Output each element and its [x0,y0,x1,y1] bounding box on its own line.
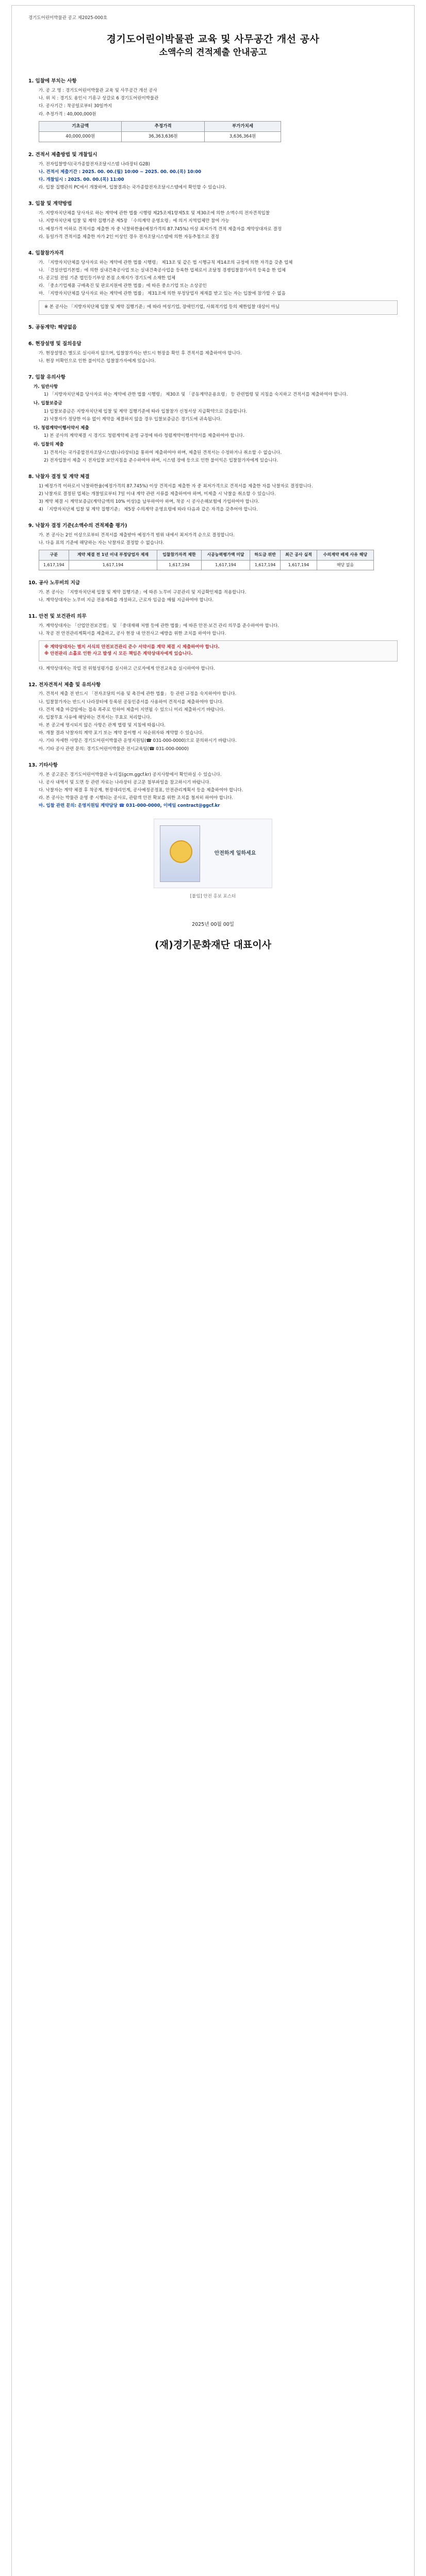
section-8 [28,473,398,513]
notice-number: 경기도어린이박물관 공고 제2025-000호 [28,15,108,21]
notice-date: 2025년 00월 00일 [192,921,234,927]
qualification-header: 시공능력평가액 미달 [201,550,250,560]
section-10 [28,580,398,604]
section-11-note-1: ※ 계약상대자는 별지 서식의 안전보건관리 준수 서약서를 계약 체결 시 제출하여야 합니다. [44,645,220,650]
section-6-a: 가. 현장설명은 별도로 실시하지 않으며, 입찰참가자는 반드시 현장을 확인 후 견적서를 제출하여야 합니다. [39,351,242,357]
notice-title: 소액수의 견적제출 안내공고 [159,47,267,58]
section-10-a: 가. 본 공사는 「지방자치단체 입찰 및 계약 집행기준」에 따른 노무비 구분관리 및 지급확인제를 적용합니다. [39,589,247,595]
section-1-d: 라. 추정가격 : 40,000,000원 [39,111,96,117]
qualification-cell: 1,617,194 [250,560,281,570]
section-4-c: 다. 공고일 전일 기준 법인등기부상 본점 소재지가 경기도에 소재한 업체 [39,275,176,281]
section-11-b: 나. 착공 전 안전관리계획서를 제출하고, 공사 현장 내 안전사고 예방을 위한 조치를 하여야 합니다. [39,631,226,637]
section-4-notice: ※ 본 공사는 「지방자치단체 입찰 및 계약 집행기준」에 따라 여성기업, 장애인기업, 사회적기업 등의 제한입찰 대상이 아님 [39,300,398,314]
section-1 [28,78,398,142]
section-1-b: 나. 위 치 : 경기도 용인시 기흥구 상갈로 6 경기도어린이박물관 [39,96,159,101]
price-table-header: 기초금액 [39,121,122,131]
section-9 [28,522,398,570]
section-11 [28,613,398,672]
poster-caption: [붙임] 안전 홍보 포스터 [190,894,236,900]
qualification-cell: 1,617,194 [39,560,69,570]
qualification-cell: 1,617,194 [157,560,202,570]
section-11-note-2: ※ 안전관리 소홀로 인한 사고 발생 시 모든 책임은 계약상대자에게 있습니다. [44,651,193,657]
section-12-d: 라. 입찰무효 사유에 해당하는 견적서는 무효로 처리합니다. [39,715,152,720]
section-3-d: 라. 동일가격 견적서를 제출한 자가 2인 이상인 경우 전자조달시스템에 의한 자동추첨으로 결정 [39,234,219,240]
section-12-b: 나. 입찰참가자는 반드시 나라장터에 등록된 공동인증서를 사용하여 견적서를 제출하여야 합니다. [39,699,224,705]
qualification-cell: 해당 없음 [317,560,373,570]
section-13-e: 마. 입찰 관련 문의: 운영지원팀 계약담당 ☎ 031-000-0000, 이메일 contract@ggcf.kr [39,803,220,809]
section-4 [28,250,398,315]
price-table-cell: 36,363,636원 [122,131,204,142]
section-2 [28,151,398,191]
section-7-d1: 1) 견적서는 국가종합전자조달시스템(나라장터)을 통하여 제출하여야 하며, 제출된 견적서는 수정하거나 취소할 수 없습니다. [44,450,282,455]
section-8-a: 1) 예정가격 이하로서 낙찰하한율(예정가격의 87.745%) 이상 견적서를 제출한 자 중 최저가격으로 견적서를 제출한 자를 낙찰자로 결정합니다. [39,483,313,489]
section-title: 5. 공동계약: 해당없음 [28,324,77,330]
section-13-a: 가. 본 공고문은 경기도어린이박물관 누리집(gcm.ggcf.kr) 공지사항에서 확인하실 수 있습니다. [39,772,222,777]
section-5 [28,324,398,332]
section-9-b: 나. 다음 표의 기준에 해당하는 자는 낙찰자로 결정할 수 없습니다. [39,540,165,546]
section-12-c: 다. 견적 제출 마감일에는 접속 폭주로 인하여 제출이 지연될 수 있으니 미리 제출하시기 바랍니다. [39,707,225,713]
notice-org-title: 경기도어린이박물관 교육 및 사무공간 개선 공사 [106,33,320,45]
section-7-a1: 1) 「지방자치단체를 당사자로 하는 계약에 관한 법률 시행령」 제30조 및 「공동계약운용요령」 등 관련법령 및 지침을 숙지하고 견적서를 제출하여야 합니다. [44,392,348,398]
section-12-f: 바. 개찰 결과 낙찰자의 계약 포기 또는 계약 불이행 시 차순위자와 계약할 수 있습니다. [39,731,204,736]
section-4-b: 나. 「건설산업기본법」에 의한 실내건축공사업 또는 실내건축공사업을 등록한 업체로서 조달청 경쟁입찰참가자격 등록을 한 업체 [39,267,286,273]
section-title: 11. 안전 및 보건관리 의무 [28,614,87,620]
price-table-header: 부가가치세 [204,121,281,131]
section-title: 9. 낙찰자 결정 기준(소액수의 견적제출 평가) [28,523,127,529]
section-6 [28,341,398,365]
section-2-a: 가. 전자입찰방식(국가종합전자조달시스템 나라장터 G2B) [39,161,150,167]
price-table-cell: 40,000,000원 [39,131,122,142]
section-7-sub-b: 나. 입찰보증금 [34,401,62,406]
section-11-notes [39,640,398,661]
section-13-c: 다. 낙찰자는 계약 체결 후 착공계, 현장대리인계, 공사예정공정표, 안전관리계획서 등을 제출하여야 합니다. [39,787,243,793]
section-12-h: 아. 기타 공사 관련 문의: 경기도어린이박물관 전시교육팀(☎ 031-000-0000) [39,746,189,752]
section-1-a: 가. 공 고 명 : 경기도어린이박물관 교육 및 사무공간 개선 공사 [39,88,157,94]
qualification-cell: 1,617,194 [280,560,317,570]
section-8-c: 3) 계약 체결 시 계약보증금(계약금액의 10% 이상)을 납부하여야 하며, 착공 시 공사손해보험에 가입하여야 합니다. [39,499,259,504]
section-6-b: 나. 현장 미확인으로 인한 불이익은 입찰참가자에게 있습니다. [39,359,156,364]
section-13-b: 나. 공사 내역서 및 도면 등 관련 자료는 나라장터 공고문 첨부파일을 참고하시기 바랍니다. [39,779,211,785]
section-7-b2: 2) 낙찰자가 정당한 이유 없이 계약을 체결하지 않을 경우 입찰보증금은 경기도에 귀속됩니다. [44,416,222,422]
section-2-c: 다. 개찰일시 : 2025. 00. 00.(목) 11:00 [39,177,124,183]
section-7-sub-a: 가. 일반사항 [34,384,58,390]
qualification-header: 입찰참가자격 제한 [157,550,202,560]
section-8-b: 2) 낙찰자로 결정된 업체는 개찰일로부터 7일 이내 계약 관련 서류를 제출하여야 하며, 미제출 시 낙찰을 취소할 수 있습니다. [39,491,276,497]
section-12-g: 사. 기타 자세한 사항은 경기도어린이박물관 운영지원팀(☎ 031-000-0000)으로 문의하시기 바랍니다. [39,738,237,744]
section-7-sub-d: 라. 입찰의 제출 [34,442,64,448]
section-7-c1: 1) 본 공사의 계약체결 시 경기도 청렴계약제 운영 규정에 따라 청렴계약이행서약서를 제출하여야 합니다. [44,433,244,439]
section-7-b1: 1) 입찰보증금은 지방자치단체 입찰 및 계약 집행기준에 따라 입찰참가 신청서상 지급확약으로 갈음합니다. [44,409,248,414]
section-title: 6. 현장설명 및 질의응답 [28,341,81,347]
qualification-cell: 1,617,194 [201,560,250,570]
qualification-header: 하도급 위반 [250,550,281,560]
section-4-d: 라. 「중소기업제품 구매촉진 및 판로지원에 관한 법률」에 따른 중소기업 또는 소상공인 [39,283,207,289]
section-title: 3. 입찰 및 계약방법 [28,201,72,207]
qualification-header: 계약 체결 전 1년 이내 부정당업자 제재 [69,550,157,560]
price-table-cell: 3,636,364원 [204,131,281,142]
section-1-c: 다. 공사기간 : 착공일로부터 30일까지 [39,104,112,109]
section-title: 7. 입찰 유의사항 [28,375,65,381]
price-table [39,121,281,142]
section-title: 10. 공사 노무비의 지급 [28,580,80,586]
section-title: 12. 전자견적서 제출 및 유의사항 [28,682,101,688]
section-3-a: 가. 지방자치단체를 당사자로 하는 계약에 관한 법률 시행령 제25조제1항제5호 및 제30조에 의한 소액수의 전자견적입찰 [39,211,270,216]
section-11-a: 가. 계약상대자는 「산업안전보건법」 및 「중대재해 처벌 등에 관한 법률」에 따른 안전·보건 관리 의무를 준수하여야 합니다. [39,623,279,629]
section-7-sub-c: 다. 청렴계약이행서약서 제출 [34,425,89,431]
qualification-header: 구분 [39,550,69,560]
notice-signer: (재)경기문화재단 대표이사 [155,939,271,951]
section-7-d2: 2) 전자입찰서 제출 시 전자입찰 보안지침을 준수하여야 하며, 시스템 장애 등으로 인한 불이익은 입찰참가자에게 있습니다. [44,457,278,463]
section-title: 4. 입찰참가자격 [28,250,64,256]
section-12 [28,682,398,753]
section-8-d: 4) 「지방자치단체 입찰 및 계약 집행기준」 제5장 수의계약 운영요령에 따라 다음과 같은 자격을 갖추어야 합니다. [39,507,258,513]
notice-footer [28,921,398,953]
poster-text: 안전하게 일하세요 [214,851,256,857]
section-2-b: 나. 견적서 제출기간 : 2025. 00. 00.(월) 10:00 ~ 2025. 00. 00.(목) 10:00 [39,169,202,175]
section-12-a: 가. 견적서 제출 전 반드시 「전자조달의 이용 및 촉진에 관한 법률」 등 관련 규정을 숙지하여야 합니다. [39,691,237,697]
section-4-e: 마. 「지방자치단체를 당사자로 하는 계약에 관한 법률」 제31조에 의한 부정당업자 제재를 받고 있는 자는 입찰에 참가할 수 없음 [39,291,286,297]
section-title: 1. 입찰에 부치는 사항 [28,78,77,84]
qualification-header: 최근 공사 실적 [280,550,317,560]
section-7 [28,374,398,464]
notice-document [11,5,415,2576]
section-9-a: 가. 본 공사는 2인 이상으로부터 견적서를 제출받아 예정가격 범위 내에서 최저가격 순으로 결정합니다. [39,532,235,538]
qualification-table [39,550,374,570]
section-10-b: 나. 계약상대자는 노무비 지급 전용계좌를 개설하고, 근로자 임금을 매월 지급하여야 합니다. [39,597,214,603]
safety-poster-image [154,819,272,888]
section-13-d: 라. 본 공사는 박물관 운영 중 시행되는 공사로, 관람객 안전 확보를 위한 조치를 철저히 하여야 합니다. [39,795,234,801]
section-3-b: 나. 지방자치단체 입찰 및 계약 집행기준 제5장 「수의계약 운영요령」에 의거 지역업체만 참여 가능 [39,218,230,224]
section-title: 8. 낙찰자 결정 및 계약 체결 [28,473,90,480]
price-table-header: 추정가격 [122,121,204,131]
section-11-c: 다. 계약상대자는 작업 전 위험성평가를 실시하고 근로자에게 안전교육을 실시하여야 합니다. [39,666,215,671]
section-13 [28,762,398,810]
section-3-c: 다. 예정가격 이하로 견적서를 제출한 자 중 낙찰하한율(예정가격의 87.745%) 이상 최저가격 견적 제출자를 계약상대자로 결정 [39,226,282,232]
poster-illustration [160,825,200,882]
qualification-header: 수의계약 배제 사유 해당 [317,550,373,560]
section-12-e: 마. 본 공고에 명시되지 않은 사항은 관계 법령 및 지침에 따릅니다. [39,723,166,728]
qualification-cell: 1,617,194 [69,560,157,570]
section-2-d: 라. 입찰 집행관의 PC에서 개찰하며, 입찰결과는 국가종합전자조달시스템에서 확인할 수 있습니다. [39,185,226,191]
section-4-a: 가. 「지방자치단체를 당사자로 하는 계약에 관한 법률 시행령」 제13조 및 같은 법 시행규칙 제14조의 규정에 의한 자격을 갖춘 업체 [39,260,293,265]
section-title: 13. 기타사항 [28,762,58,768]
section-title: 2. 견적서 제출방법 및 개찰일시 [28,152,97,158]
section-3 [28,200,398,240]
